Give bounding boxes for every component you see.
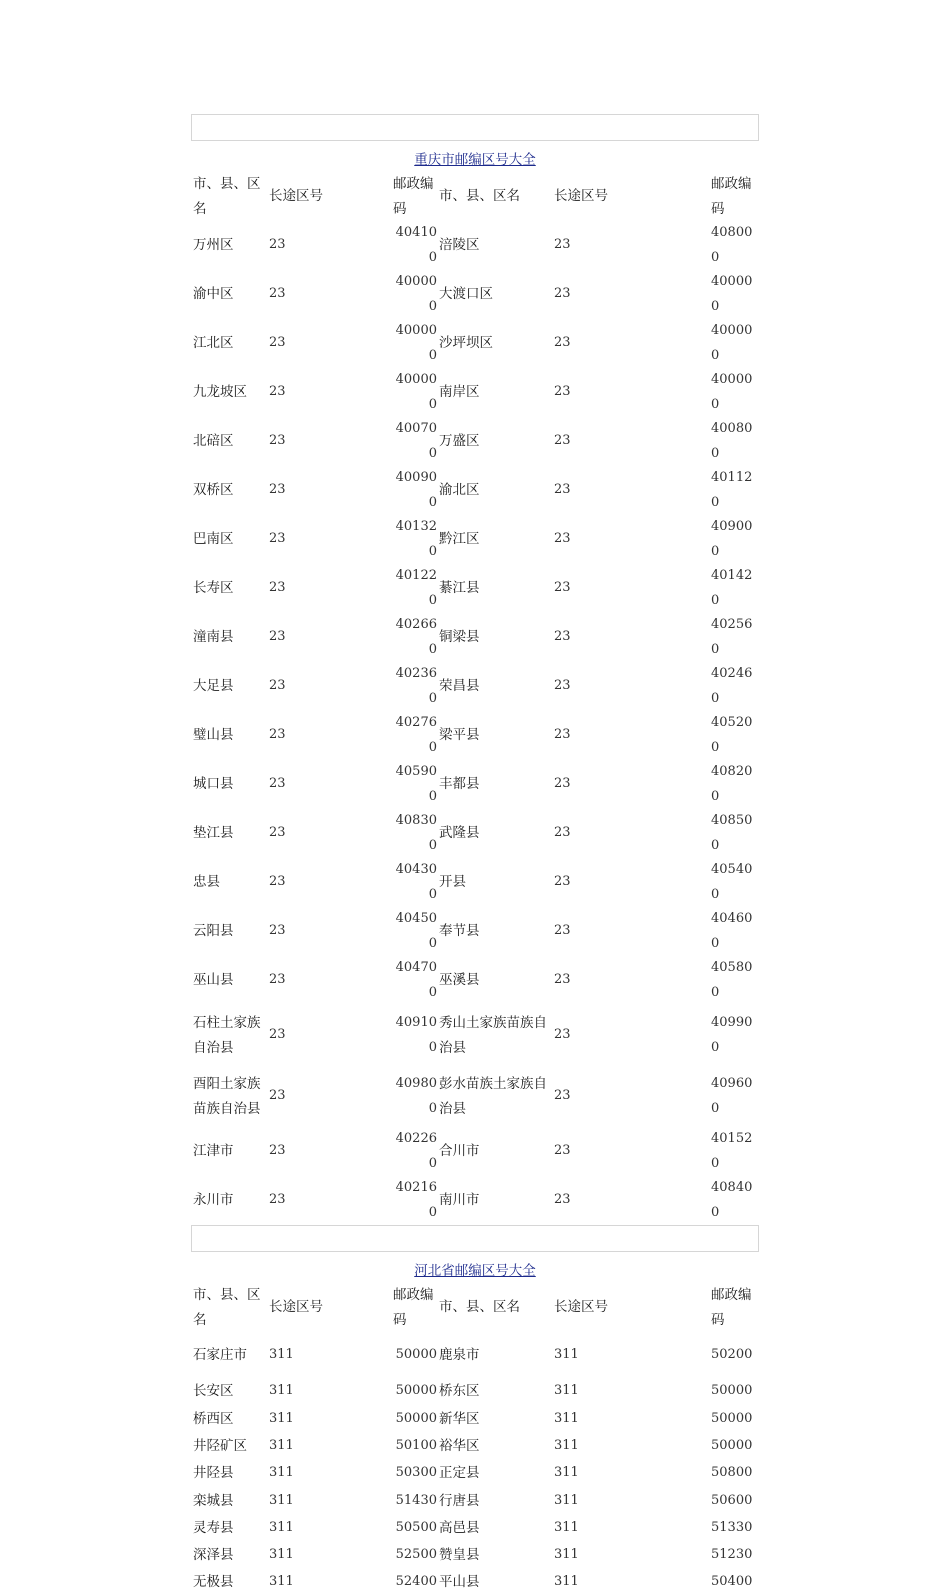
table-row [191,1487,759,1514]
postal-code-cell: 400000 [711,372,753,412]
postal-code-cell: 400000 [395,372,437,412]
postal-code-cell: 400900 [395,470,437,510]
area-code-cell: 311 [554,1383,579,1399]
place-name-cell: 正定县 [439,1465,480,1482]
place-name-cell: 平山县 [439,1574,480,1591]
table-header-row [191,1283,759,1332]
area-code-cell: 23 [554,286,571,302]
place-name-cell: 长寿区 [193,580,234,597]
postal-code-cell: 400800 [711,421,753,461]
place-name-cell: 彭水苗族土家族自治县 [439,1076,547,1117]
postal-code-cell: 402360 [395,666,437,706]
postal-code-cell: 400000 [395,274,437,314]
area-code-cell: 23 [269,531,286,547]
table-row [191,1542,759,1569]
table-row [191,760,759,809]
postal-table [191,172,759,1225]
table-row [191,1405,759,1432]
place-name-cell: 渝中区 [193,286,234,303]
place-name-cell: 铜梁县 [439,629,480,646]
postal-code-cell: 409100 [395,1015,437,1055]
place-name-cell: 行唐县 [439,1492,480,1509]
place-name-cell: 忠县 [193,874,220,891]
header-cell: 邮政编码 [393,1287,434,1328]
area-code-cell: 23 [269,237,286,253]
area-code-cell: 23 [554,580,571,596]
postal-code-cell: 50100 [395,1437,437,1453]
table-row [191,368,759,417]
place-name-cell: 井陉矿区 [193,1437,247,1454]
table-row [191,221,759,270]
area-code-cell: 23 [269,629,286,645]
place-name-cell: 深泽县 [193,1547,234,1564]
place-name-cell: 井陉县 [193,1465,234,1482]
postal-code-cell: 401320 [395,519,437,559]
table-row [191,319,759,368]
place-name-cell: 万盛区 [439,433,480,450]
place-name-cell: 武隆县 [439,825,480,842]
postal-code-cell: 402660 [395,617,437,657]
postal-code-cell: 409900 [711,1015,753,1055]
table-row [191,662,759,711]
postal-code-cell: 402760 [395,715,437,755]
postal-code-cell: 50800 [711,1465,753,1481]
place-name-cell: 石家庄市 [193,1346,247,1363]
postal-code-cell: 400000 [711,274,753,314]
place-name-cell: 桥东区 [439,1383,480,1400]
postal-code-cell: 409000 [711,519,753,559]
area-code-cell: 311 [269,1574,294,1590]
postal-code-cell: 50000 [395,1410,437,1426]
area-code-cell: 311 [554,1574,579,1590]
place-name-cell: 裕华区 [439,1437,480,1454]
table-row [191,417,759,466]
table-row [191,1332,759,1378]
place-name-cell: 南川市 [439,1192,480,1209]
place-name-cell: 九龙坡区 [193,384,247,401]
area-code-cell: 311 [269,1437,294,1453]
area-code-cell: 23 [269,433,286,449]
postal-code-cell: 405400 [711,862,753,902]
area-code-cell: 23 [554,727,571,743]
header-cell: 市、县、区名 [439,188,520,205]
document-page [191,114,759,1596]
area-code-cell: 23 [554,972,571,988]
place-name-cell: 北碚区 [193,433,234,450]
place-name-cell: 赞皇县 [439,1547,480,1564]
area-code-cell: 23 [269,727,286,743]
table-row [191,1378,759,1405]
area-code-cell: 23 [554,384,571,400]
area-code-cell: 23 [269,972,286,988]
area-code-cell: 23 [269,1143,286,1159]
table-row [191,711,759,760]
postal-code-cell: 405900 [395,764,437,804]
area-code-cell: 23 [269,580,286,596]
place-name-cell: 栾城县 [193,1492,234,1509]
area-code-cell: 311 [554,1410,579,1426]
place-name-cell: 巫溪县 [439,972,480,989]
postal-code-cell: 50000 [711,1437,753,1453]
postal-code-cell: 409800 [395,1076,437,1116]
area-code-cell: 23 [554,237,571,253]
table-header-row [191,172,759,221]
place-name-cell: 万州区 [193,237,234,254]
area-code-cell: 23 [269,825,286,841]
postal-code-cell: 50000 [395,1346,437,1362]
postal-code-cell: 402460 [711,666,753,706]
header-cell: 邮政编码 [711,176,752,217]
table-row [191,1176,759,1225]
blank-box [191,114,759,141]
postal-code-cell: 408000 [711,225,753,265]
place-name-cell: 云阳县 [193,923,234,940]
postal-code-cell: 50300 [395,1465,437,1481]
area-code-cell: 23 [269,1192,286,1208]
place-name-cell: 灵寿县 [193,1519,234,1536]
place-name-cell: 垫江县 [193,825,234,842]
table-row [191,270,759,319]
area-code-cell: 23 [269,286,286,302]
table-row [191,1460,759,1487]
table-row [191,1066,759,1127]
postal-code-cell: 405800 [711,960,753,1000]
area-code-cell: 23 [554,531,571,547]
postal-code-cell: 51230 [711,1547,753,1563]
postal-code-cell: 405200 [711,715,753,755]
area-code-cell: 311 [554,1492,579,1508]
place-name-cell: 璧山县 [193,727,234,744]
header-cell: 市、县、区名 [193,176,261,217]
table-row [191,858,759,907]
place-name-cell: 桥西区 [193,1410,234,1427]
place-name-cell: 高邑县 [439,1519,480,1536]
area-code-cell: 23 [269,384,286,400]
area-code-cell: 23 [554,335,571,351]
section-title [191,141,759,172]
postal-code-cell: 51430 [395,1492,437,1508]
area-code-cell: 23 [554,678,571,694]
postal-code-cell: 401520 [711,1131,753,1171]
postal-code-cell: 52400 [395,1574,437,1590]
area-code-cell: 23 [554,629,571,645]
place-name-cell: 长安区 [193,1383,234,1400]
place-name-cell: 无极县 [193,1574,234,1591]
postal-code-cell: 50000 [711,1383,753,1399]
place-name-cell: 新华区 [439,1410,480,1427]
place-name-cell: 南岸区 [439,384,480,401]
area-code-cell: 311 [269,1492,294,1508]
area-code-cell: 23 [269,776,286,792]
place-name-cell: 黔江区 [439,531,480,548]
blank-box [191,1225,759,1252]
place-name-cell: 荣昌县 [439,678,480,695]
postal-code-cell: 50000 [395,1383,437,1399]
place-name-cell: 双桥区 [193,482,234,499]
postal-code-cell: 50500 [395,1519,437,1535]
table-row [191,907,759,956]
header-cell: 邮政编码 [711,1287,752,1328]
table-row [191,1433,759,1460]
postal-code-cell: 408500 [711,813,753,853]
area-code-cell: 23 [269,1088,286,1104]
table-row [191,613,759,662]
header-cell: 市、县、区名 [193,1287,261,1328]
area-code-cell: 311 [554,1547,579,1563]
area-code-cell: 23 [269,678,286,694]
area-code-cell: 311 [269,1383,294,1399]
place-name-cell: 酉阳土家族苗族自治县 [193,1076,261,1117]
postal-code-cell: 50600 [711,1492,753,1508]
place-name-cell: 梁平县 [439,727,480,744]
postal-code-cell: 400700 [395,421,437,461]
area-code-cell: 311 [269,1346,294,1362]
table-row [191,1005,759,1066]
postal-code-cell: 404100 [395,225,437,265]
postal-code-cell: 402260 [395,1131,437,1171]
place-name-cell: 涪陵区 [439,237,480,254]
header-cell: 邮政编码 [393,176,434,217]
place-name-cell: 綦江县 [439,580,480,597]
area-code-cell: 311 [554,1437,579,1453]
postal-code-cell: 402160 [395,1180,437,1220]
area-code-cell: 311 [554,1519,579,1535]
area-code-cell: 23 [269,482,286,498]
table-row [191,466,759,515]
area-code-cell: 23 [269,923,286,939]
area-code-cell: 23 [554,433,571,449]
place-name-cell: 沙坪坝区 [439,335,493,352]
table-row [191,809,759,858]
section-title-link[interactable]: 河北省邮编区号大全 [414,1263,536,1279]
header-cell: 长途区号 [269,1299,323,1316]
area-code-cell: 311 [554,1346,579,1362]
postal-code-cell: 400000 [395,323,437,363]
place-name-cell: 大渡口区 [439,286,493,303]
area-code-cell: 311 [269,1547,294,1563]
place-name-cell: 永川市 [193,1192,234,1209]
place-name-cell: 城口县 [193,776,234,793]
postal-code-cell: 408400 [711,1180,753,1220]
postal-code-cell: 50000 [711,1410,753,1426]
place-name-cell: 石柱土家族自治县 [193,1015,261,1056]
postal-code-cell: 401120 [711,470,753,510]
area-code-cell: 311 [554,1465,579,1481]
area-code-cell: 311 [269,1465,294,1481]
postal-code-cell: 404600 [711,911,753,951]
table-row [191,564,759,613]
place-name-cell: 合川市 [439,1143,480,1160]
area-code-cell: 23 [554,1192,571,1208]
area-code-cell: 23 [554,776,571,792]
area-code-cell: 23 [554,874,571,890]
area-code-cell: 23 [554,482,571,498]
area-code-cell: 311 [269,1519,294,1535]
postal-code-cell: 404300 [395,862,437,902]
area-code-cell: 23 [269,335,286,351]
postal-table [191,1283,759,1596]
section-title [191,1252,759,1283]
table-row [191,1514,759,1541]
postal-code-cell: 50200 [711,1346,753,1362]
table-row [191,956,759,1005]
place-name-cell: 巫山县 [193,972,234,989]
postal-code-cell: 401420 [711,568,753,608]
section-title-link[interactable]: 重庆市邮编区号大全 [414,152,536,168]
place-name-cell: 巴南区 [193,531,234,548]
table-row [191,1569,759,1596]
postal-code-cell: 409600 [711,1076,753,1116]
header-cell: 长途区号 [269,188,323,205]
table-row [191,515,759,564]
area-code-cell: 23 [554,1088,571,1104]
place-name-cell: 潼南县 [193,629,234,646]
header-cell: 市、县、区名 [439,1299,520,1316]
area-code-cell: 23 [554,923,571,939]
header-cell: 长途区号 [554,1299,608,1316]
place-name-cell: 大足县 [193,678,234,695]
place-name-cell: 鹿泉市 [439,1346,480,1363]
postal-code-cell: 408300 [395,813,437,853]
area-code-cell: 23 [554,825,571,841]
area-code-cell: 311 [269,1410,294,1426]
postal-code-cell: 408200 [711,764,753,804]
place-name-cell: 丰都县 [439,776,480,793]
postal-code-cell: 51330 [711,1519,753,1535]
area-code-cell: 23 [554,1027,571,1043]
place-name-cell: 江津市 [193,1143,234,1160]
place-name-cell: 开县 [439,874,466,891]
place-name-cell: 渝北区 [439,482,480,499]
place-name-cell: 江北区 [193,335,234,352]
postal-code-cell: 52500 [395,1547,437,1563]
header-cell: 长途区号 [554,188,608,205]
postal-code-cell: 400000 [711,323,753,363]
place-name-cell: 秀山土家族苗族自治县 [439,1015,547,1056]
area-code-cell: 23 [269,1027,286,1043]
postal-code-cell: 404500 [395,911,437,951]
postal-code-cell: 401220 [395,568,437,608]
table-row [191,1127,759,1176]
postal-code-cell: 50400 [711,1574,753,1590]
area-code-cell: 23 [269,874,286,890]
area-code-cell: 23 [554,1143,571,1159]
postal-code-cell: 402560 [711,617,753,657]
postal-code-cell: 404700 [395,960,437,1000]
place-name-cell: 奉节县 [439,923,480,940]
